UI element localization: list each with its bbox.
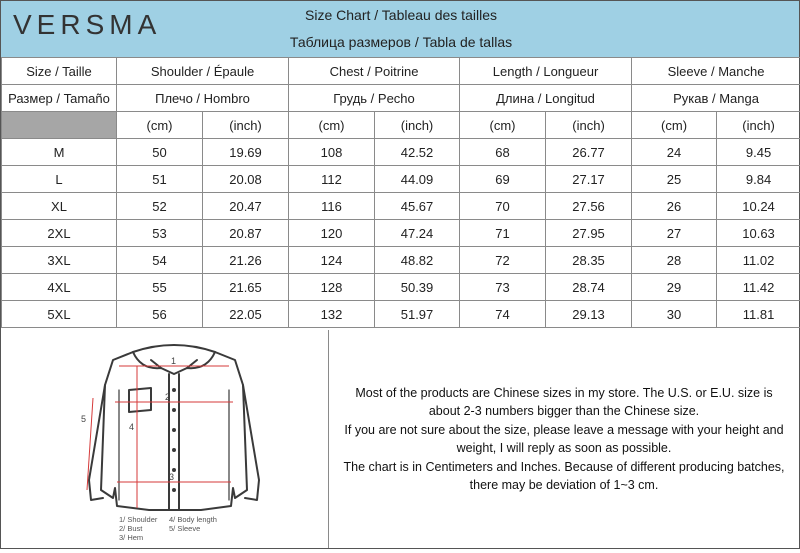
- chest-header: Chest / Poitrine: [289, 58, 460, 85]
- measurement-cell: 54: [117, 247, 203, 274]
- note-line: weight, I will reply as soon as possible.: [344, 439, 785, 458]
- chest-header-2: Грудь / Pecho: [289, 85, 460, 112]
- measurement-cell: 116: [289, 193, 375, 220]
- header-bar: [1, 1, 799, 58]
- measurement-cell: 28.74: [546, 274, 632, 301]
- note-line: If you are not sure about the size, please leave a message with your height and: [344, 421, 785, 440]
- size-column-header: Size / Taille: [2, 58, 117, 85]
- grey-placeholder-cell: [2, 112, 117, 139]
- notes-panel: [329, 330, 799, 548]
- measurement-cell: 124: [289, 247, 375, 274]
- legend-body-length: 4/ Body length: [169, 515, 217, 524]
- measurement-cell: 26: [632, 193, 717, 220]
- header-row-2: [2, 85, 800, 112]
- measurement-cell: 44.09: [375, 166, 460, 193]
- measurement-cell: 27.17: [546, 166, 632, 193]
- note-line: The chart is in Centimeters and Inches. Because of different producing batches,: [344, 458, 785, 477]
- measurement-cell: 108: [289, 139, 375, 166]
- measurement-cell: 42.52: [375, 139, 460, 166]
- size-cell: 5XL: [2, 301, 117, 328]
- measurement-cell: 132: [289, 301, 375, 328]
- sleeve-header: Sleeve / Manche: [632, 58, 800, 85]
- measurement-cell: 73: [460, 274, 546, 301]
- measurement-cell: 20.47: [203, 193, 289, 220]
- measurement-cell: 51: [117, 166, 203, 193]
- measurement-cell: 11.02: [717, 247, 800, 274]
- unit-row: [2, 112, 800, 139]
- measurement-cell: 21.26: [203, 247, 289, 274]
- measurement-cell: 27.95: [546, 220, 632, 247]
- measurement-cell: 9.45: [717, 139, 800, 166]
- measurement-cell: 11.81: [717, 301, 800, 328]
- measurement-cell: 21.65: [203, 274, 289, 301]
- size-cell: XL: [2, 193, 117, 220]
- size-rows: [2, 139, 800, 328]
- length-header-2: Длина / Longitud: [460, 85, 632, 112]
- measurement-cell: 10.24: [717, 193, 800, 220]
- size-row: [2, 139, 800, 166]
- size-cell: L: [2, 166, 117, 193]
- measurement-cell: 71: [460, 220, 546, 247]
- size-row: [2, 220, 800, 247]
- label-5: 5: [81, 414, 86, 424]
- note-line: there may be deviation of 1~3 cm.: [344, 476, 785, 495]
- size-cell: 4XL: [2, 274, 117, 301]
- label-1: 1: [171, 356, 176, 366]
- measurement-cell: 30: [632, 301, 717, 328]
- measurement-cell: 27.56: [546, 193, 632, 220]
- shoulder-header-2: Плечо / Hombro: [117, 85, 289, 112]
- unit-cell: (inch): [717, 112, 800, 139]
- measurement-cell: 112: [289, 166, 375, 193]
- shirt-diagram: [1, 330, 328, 548]
- note-line: about 2-3 numbers bigger than the Chinese size.: [344, 402, 785, 421]
- unit-cell: (cm): [117, 112, 203, 139]
- unit-cell: (inch): [203, 112, 289, 139]
- measurement-cell: 10.63: [717, 220, 800, 247]
- measurement-numbers: [81, 356, 176, 482]
- measurement-cell: 45.67: [375, 193, 460, 220]
- sleeve-header-2: Рукав / Manga: [632, 85, 800, 112]
- measurement-cell: 55: [117, 274, 203, 301]
- measurement-cell: 50.39: [375, 274, 460, 301]
- size-notes: [344, 384, 785, 495]
- unit-cell: (inch): [375, 112, 460, 139]
- size-cell: 2XL: [2, 220, 117, 247]
- legend-bust: 2/ Bust: [119, 524, 142, 533]
- size-row: [2, 166, 800, 193]
- size-column-header-2: Размер / Tamaño: [2, 85, 117, 112]
- measurement-cell: 74: [460, 301, 546, 328]
- garment-diagram-panel: [1, 330, 329, 548]
- brand-logo: VERSMA: [13, 9, 161, 41]
- header-row-1: [2, 58, 800, 85]
- measurement-cell: 20.08: [203, 166, 289, 193]
- legend-hem: 3/ Hem: [119, 533, 143, 542]
- measurement-cell: 70: [460, 193, 546, 220]
- measurement-cell: 48.82: [375, 247, 460, 274]
- unit-cell: (cm): [632, 112, 717, 139]
- measurement-cell: 29: [632, 274, 717, 301]
- chart-title-line2: Таблица размеров / Tabla de tallas: [191, 34, 611, 50]
- measurement-cell: 53: [117, 220, 203, 247]
- measurement-lines: [87, 366, 233, 508]
- unit-cell: (cm): [289, 112, 375, 139]
- note-line: Most of the products are Chinese sizes in my store. The U.S. or E.U. size is: [344, 384, 785, 403]
- measurement-cell: 120: [289, 220, 375, 247]
- chart-title-line1: Size Chart / Tableau des tailles: [191, 7, 611, 23]
- measurement-cell: 20.87: [203, 220, 289, 247]
- shirt-outline: [89, 345, 259, 510]
- measurement-cell: 51.97: [375, 301, 460, 328]
- measurement-cell: 27: [632, 220, 717, 247]
- measurement-cell: 52: [117, 193, 203, 220]
- measurement-cell: 29.13: [546, 301, 632, 328]
- label-2: 2: [165, 392, 170, 402]
- measurement-cell: 25: [632, 166, 717, 193]
- measurement-cell: 47.24: [375, 220, 460, 247]
- unit-cell: (inch): [546, 112, 632, 139]
- label-4: 4: [129, 422, 134, 432]
- shoulder-header: Shoulder / Épaule: [117, 58, 289, 85]
- size-cell: M: [2, 139, 117, 166]
- unit-cell: (cm): [460, 112, 546, 139]
- legend-shoulder: 1/ Shoulder: [119, 515, 157, 524]
- length-header: Length / Longueur: [460, 58, 632, 85]
- measurement-cell: 72: [460, 247, 546, 274]
- measurement-cell: 24: [632, 139, 717, 166]
- size-row: [2, 274, 800, 301]
- measurement-cell: 50: [117, 139, 203, 166]
- size-cell: 3XL: [2, 247, 117, 274]
- measurement-cell: 128: [289, 274, 375, 301]
- measurement-cell: 26.77: [546, 139, 632, 166]
- measurement-cell: 11.42: [717, 274, 800, 301]
- size-table: [1, 57, 800, 328]
- size-row: [2, 193, 800, 220]
- measurement-cell: 28: [632, 247, 717, 274]
- measurement-cell: 56: [117, 301, 203, 328]
- legend-sleeve: 5/ Sleeve: [169, 524, 200, 533]
- measurement-cell: 68: [460, 139, 546, 166]
- measurement-cell: 9.84: [717, 166, 800, 193]
- measurement-cell: 28.35: [546, 247, 632, 274]
- label-3: 3: [169, 472, 174, 482]
- measurement-cell: 22.05: [203, 301, 289, 328]
- measurement-cell: 19.69: [203, 139, 289, 166]
- size-row: [2, 247, 800, 274]
- measurement-cell: 69: [460, 166, 546, 193]
- size-row: [2, 301, 800, 328]
